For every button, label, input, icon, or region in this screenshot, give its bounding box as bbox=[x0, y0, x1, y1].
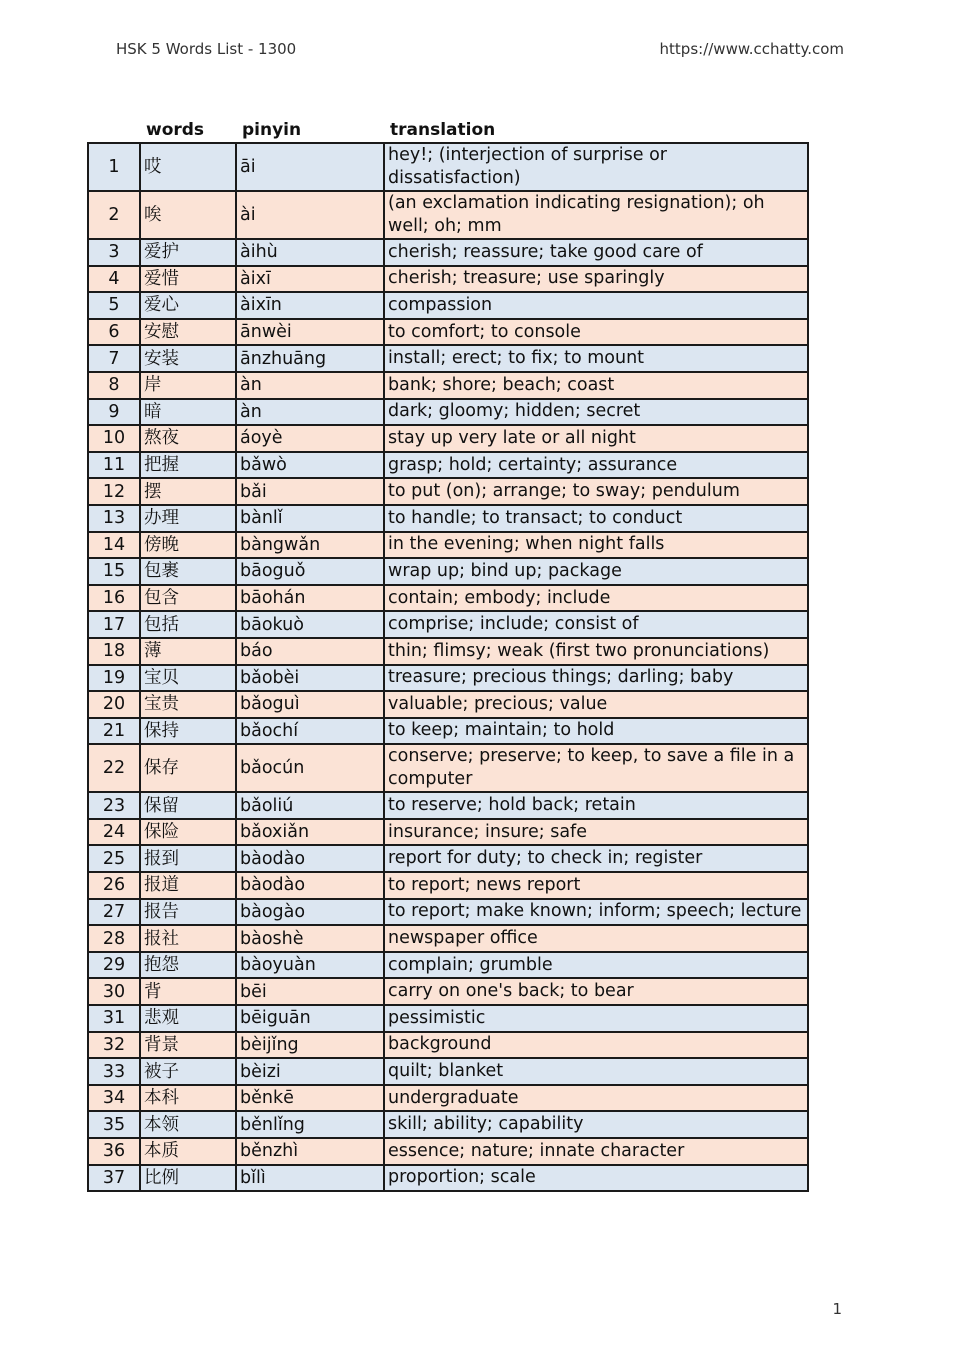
row-number: 4 bbox=[88, 266, 140, 293]
row-number: 19 bbox=[88, 665, 140, 692]
chinese-word: 背景 bbox=[140, 1032, 236, 1059]
chinese-word: 报告 bbox=[140, 899, 236, 926]
row-number: 27 bbox=[88, 899, 140, 926]
chinese-word: 爱惜 bbox=[140, 266, 236, 293]
row-number: 7 bbox=[88, 345, 140, 372]
table-row bbox=[88, 1005, 808, 1032]
row-number: 5 bbox=[88, 292, 140, 319]
row-number: 30 bbox=[88, 978, 140, 1005]
row-number: 13 bbox=[88, 505, 140, 532]
table-row bbox=[88, 792, 808, 819]
table-row bbox=[88, 319, 808, 346]
translation-text: insurance; insure; safe bbox=[384, 819, 808, 846]
chinese-word: 被子 bbox=[140, 1058, 236, 1085]
table-row bbox=[88, 718, 808, 745]
chinese-word: 安慰 bbox=[140, 319, 236, 346]
chinese-word: 比例 bbox=[140, 1165, 236, 1192]
table-row bbox=[88, 478, 808, 505]
table-row bbox=[88, 1138, 808, 1165]
pinyin-text: bāoguǒ bbox=[236, 558, 384, 585]
chinese-word: 岸 bbox=[140, 372, 236, 399]
source-url[interactable]: https://www.cchatty.com bbox=[659, 40, 844, 58]
pinyin-text: bǎocún bbox=[236, 744, 384, 792]
chinese-word: 包含 bbox=[140, 585, 236, 612]
pinyin-text: àn bbox=[236, 372, 384, 399]
translation-text: to report; news report bbox=[384, 872, 808, 899]
translation-text: to comfort; to console bbox=[384, 319, 808, 346]
pinyin-text: bǎoliú bbox=[236, 792, 384, 819]
chinese-word: 保持 bbox=[140, 718, 236, 745]
translation-text: report for duty; to check in; register bbox=[384, 845, 808, 872]
pinyin-text: ānzhuāng bbox=[236, 345, 384, 372]
translation-text: hey!; (interjection of surprise or dissatisfaction) bbox=[384, 143, 808, 191]
table-row bbox=[88, 558, 808, 585]
row-number: 3 bbox=[88, 239, 140, 266]
translation-text: to report; make known; inform; speech; lecture bbox=[384, 899, 808, 926]
table-row bbox=[88, 925, 808, 952]
table-row bbox=[88, 611, 808, 638]
pinyin-text: bèizi bbox=[236, 1058, 384, 1085]
translation-text: stay up very late or all night bbox=[384, 425, 808, 452]
table-row bbox=[88, 845, 808, 872]
pinyin-text: bǎoguì bbox=[236, 691, 384, 718]
pinyin-text: bàodào bbox=[236, 872, 384, 899]
translation-text: quilt; blanket bbox=[384, 1058, 808, 1085]
translation-text: pessimistic bbox=[384, 1005, 808, 1032]
row-number: 2 bbox=[88, 191, 140, 239]
chinese-word: 办理 bbox=[140, 505, 236, 532]
row-number: 10 bbox=[88, 425, 140, 452]
table-row bbox=[88, 239, 808, 266]
chinese-word: 傍晚 bbox=[140, 532, 236, 559]
table-row bbox=[88, 372, 808, 399]
pinyin-text: ānwèi bbox=[236, 319, 384, 346]
row-number: 29 bbox=[88, 952, 140, 979]
translation-text: (an exclamation indicating resignation); oh well; oh; mm bbox=[384, 191, 808, 239]
row-number: 32 bbox=[88, 1032, 140, 1059]
translation-text: bank; shore; beach; coast bbox=[384, 372, 808, 399]
row-number: 17 bbox=[88, 611, 140, 638]
chinese-word: 爱心 bbox=[140, 292, 236, 319]
pinyin-text: àixīn bbox=[236, 292, 384, 319]
translation-text: complain; grumble bbox=[384, 952, 808, 979]
translation-text: to handle; to transact; to conduct bbox=[384, 505, 808, 532]
row-number: 37 bbox=[88, 1165, 140, 1192]
chinese-word: 报到 bbox=[140, 845, 236, 872]
chinese-word: 摆 bbox=[140, 478, 236, 505]
table-row bbox=[88, 691, 808, 718]
pinyin-text: bǎi bbox=[236, 478, 384, 505]
column-header-pinyin: pinyin bbox=[242, 120, 302, 140]
chinese-word: 唉 bbox=[140, 191, 236, 239]
table-row bbox=[88, 665, 808, 692]
chinese-word: 报社 bbox=[140, 925, 236, 952]
row-number: 1 bbox=[88, 143, 140, 191]
pinyin-text: běnkē bbox=[236, 1085, 384, 1112]
pinyin-text: báo bbox=[236, 638, 384, 665]
chinese-word: 包裹 bbox=[140, 558, 236, 585]
table-row bbox=[88, 292, 808, 319]
translation-text: skill; ability; capability bbox=[384, 1111, 808, 1138]
table-row bbox=[88, 1058, 808, 1085]
row-number: 34 bbox=[88, 1085, 140, 1112]
chinese-word: 悲观 bbox=[140, 1005, 236, 1032]
pinyin-text: bāokuò bbox=[236, 611, 384, 638]
row-number: 18 bbox=[88, 638, 140, 665]
translation-text: compassion bbox=[384, 292, 808, 319]
translation-text: proportion; scale bbox=[384, 1165, 808, 1192]
row-number: 33 bbox=[88, 1058, 140, 1085]
pinyin-text: bàodào bbox=[236, 845, 384, 872]
chinese-word: 熬夜 bbox=[140, 425, 236, 452]
translation-text: grasp; hold; certainty; assurance bbox=[384, 452, 808, 479]
table-row bbox=[88, 872, 808, 899]
pinyin-text: bàogào bbox=[236, 899, 384, 926]
table-row bbox=[88, 266, 808, 293]
translation-text: newspaper office bbox=[384, 925, 808, 952]
table-row bbox=[88, 744, 808, 792]
chinese-word: 本领 bbox=[140, 1111, 236, 1138]
translation-text: carry on one's back; to bear bbox=[384, 978, 808, 1005]
table-row bbox=[88, 399, 808, 426]
chinese-word: 保险 bbox=[140, 819, 236, 846]
row-number: 16 bbox=[88, 585, 140, 612]
row-number: 6 bbox=[88, 319, 140, 346]
pinyin-text: bànlǐ bbox=[236, 505, 384, 532]
table-row bbox=[88, 952, 808, 979]
table-row bbox=[88, 425, 808, 452]
row-number: 20 bbox=[88, 691, 140, 718]
translation-text: valuable; precious; value bbox=[384, 691, 808, 718]
table-row bbox=[88, 452, 808, 479]
pinyin-text: běnzhì bbox=[236, 1138, 384, 1165]
translation-text: conserve; preserve; to keep, to save a file in a computer bbox=[384, 744, 808, 792]
translation-text: undergraduate bbox=[384, 1085, 808, 1112]
chinese-word: 背 bbox=[140, 978, 236, 1005]
translation-text: thin; flimsy; weak (first two pronunciations) bbox=[384, 638, 808, 665]
chinese-word: 抱怨 bbox=[140, 952, 236, 979]
translation-text: cherish; reassure; take good care of bbox=[384, 239, 808, 266]
pinyin-text: bǐlì bbox=[236, 1165, 384, 1192]
page-number: 1 bbox=[832, 1300, 842, 1318]
translation-text: cherish; treasure; use sparingly bbox=[384, 266, 808, 293]
table-row bbox=[88, 505, 808, 532]
pinyin-text: bàoyuàn bbox=[236, 952, 384, 979]
chinese-word: 把握 bbox=[140, 452, 236, 479]
row-number: 9 bbox=[88, 399, 140, 426]
table-row bbox=[88, 819, 808, 846]
row-number: 35 bbox=[88, 1111, 140, 1138]
row-number: 26 bbox=[88, 872, 140, 899]
translation-text: wrap up; bind up; package bbox=[384, 558, 808, 585]
row-number: 11 bbox=[88, 452, 140, 479]
pinyin-text: bāohán bbox=[236, 585, 384, 612]
translation-text: essence; nature; innate character bbox=[384, 1138, 808, 1165]
table-row bbox=[88, 1085, 808, 1112]
row-number: 25 bbox=[88, 845, 140, 872]
table-row bbox=[88, 899, 808, 926]
chinese-word: 哎 bbox=[140, 143, 236, 191]
chinese-word: 保留 bbox=[140, 792, 236, 819]
chinese-word: 宝贵 bbox=[140, 691, 236, 718]
vocabulary-table bbox=[87, 142, 809, 1192]
pinyin-text: bàoshè bbox=[236, 925, 384, 952]
pinyin-text: áoyè bbox=[236, 425, 384, 452]
row-number: 22 bbox=[88, 744, 140, 792]
pinyin-text: bǎobèi bbox=[236, 665, 384, 692]
table-row bbox=[88, 1165, 808, 1192]
pinyin-text: àihù bbox=[236, 239, 384, 266]
table-row bbox=[88, 1111, 808, 1138]
chinese-word: 包括 bbox=[140, 611, 236, 638]
row-number: 36 bbox=[88, 1138, 140, 1165]
row-number: 8 bbox=[88, 372, 140, 399]
row-number: 28 bbox=[88, 925, 140, 952]
column-headers bbox=[88, 120, 808, 142]
translation-text: to put (on); arrange; to sway; pendulum bbox=[384, 478, 808, 505]
translation-text: treasure; precious things; darling; baby bbox=[384, 665, 808, 692]
column-header-words: words bbox=[146, 120, 205, 140]
pinyin-text: ài bbox=[236, 191, 384, 239]
table-row bbox=[88, 638, 808, 665]
translation-text: dark; gloomy; hidden; secret bbox=[384, 399, 808, 426]
pinyin-text: bēiguān bbox=[236, 1005, 384, 1032]
chinese-word: 报道 bbox=[140, 872, 236, 899]
row-number: 31 bbox=[88, 1005, 140, 1032]
row-number: 21 bbox=[88, 718, 140, 745]
row-number: 23 bbox=[88, 792, 140, 819]
table-row bbox=[88, 585, 808, 612]
row-number: 24 bbox=[88, 819, 140, 846]
chinese-word: 暗 bbox=[140, 399, 236, 426]
table-row bbox=[88, 143, 808, 191]
translation-text: in the evening; when night falls bbox=[384, 532, 808, 559]
pinyin-text: àixī bbox=[236, 266, 384, 293]
chinese-word: 本科 bbox=[140, 1085, 236, 1112]
translation-text: contain; embody; include bbox=[384, 585, 808, 612]
row-number: 14 bbox=[88, 532, 140, 559]
table-row bbox=[88, 532, 808, 559]
row-number: 15 bbox=[88, 558, 140, 585]
translation-text: install; erect; to fix; to mount bbox=[384, 345, 808, 372]
table-row bbox=[88, 191, 808, 239]
chinese-word: 安装 bbox=[140, 345, 236, 372]
pinyin-text: āi bbox=[236, 143, 384, 191]
translation-text: to keep; maintain; to hold bbox=[384, 718, 808, 745]
pinyin-text: bèijǐng bbox=[236, 1032, 384, 1059]
pinyin-text: bǎwò bbox=[236, 452, 384, 479]
pinyin-text: bǎoxiǎn bbox=[236, 819, 384, 846]
pinyin-text: bàngwǎn bbox=[236, 532, 384, 559]
table-row bbox=[88, 345, 808, 372]
chinese-word: 保存 bbox=[140, 744, 236, 792]
pinyin-text: běnlǐng bbox=[236, 1111, 384, 1138]
column-header-translation: translation bbox=[390, 120, 496, 140]
pinyin-text: bǎochí bbox=[236, 718, 384, 745]
translation-text: comprise; include; consist of bbox=[384, 611, 808, 638]
document-title: HSK 5 Words List - 1300 bbox=[116, 40, 297, 58]
pinyin-text: àn bbox=[236, 399, 384, 426]
translation-text: to reserve; hold back; retain bbox=[384, 792, 808, 819]
chinese-word: 薄 bbox=[140, 638, 236, 665]
translation-text: background bbox=[384, 1032, 808, 1059]
chinese-word: 本质 bbox=[140, 1138, 236, 1165]
chinese-word: 宝贝 bbox=[140, 665, 236, 692]
table-row bbox=[88, 978, 808, 1005]
pinyin-text: bēi bbox=[236, 978, 384, 1005]
row-number: 12 bbox=[88, 478, 140, 505]
chinese-word: 爱护 bbox=[140, 239, 236, 266]
table-row bbox=[88, 1032, 808, 1059]
